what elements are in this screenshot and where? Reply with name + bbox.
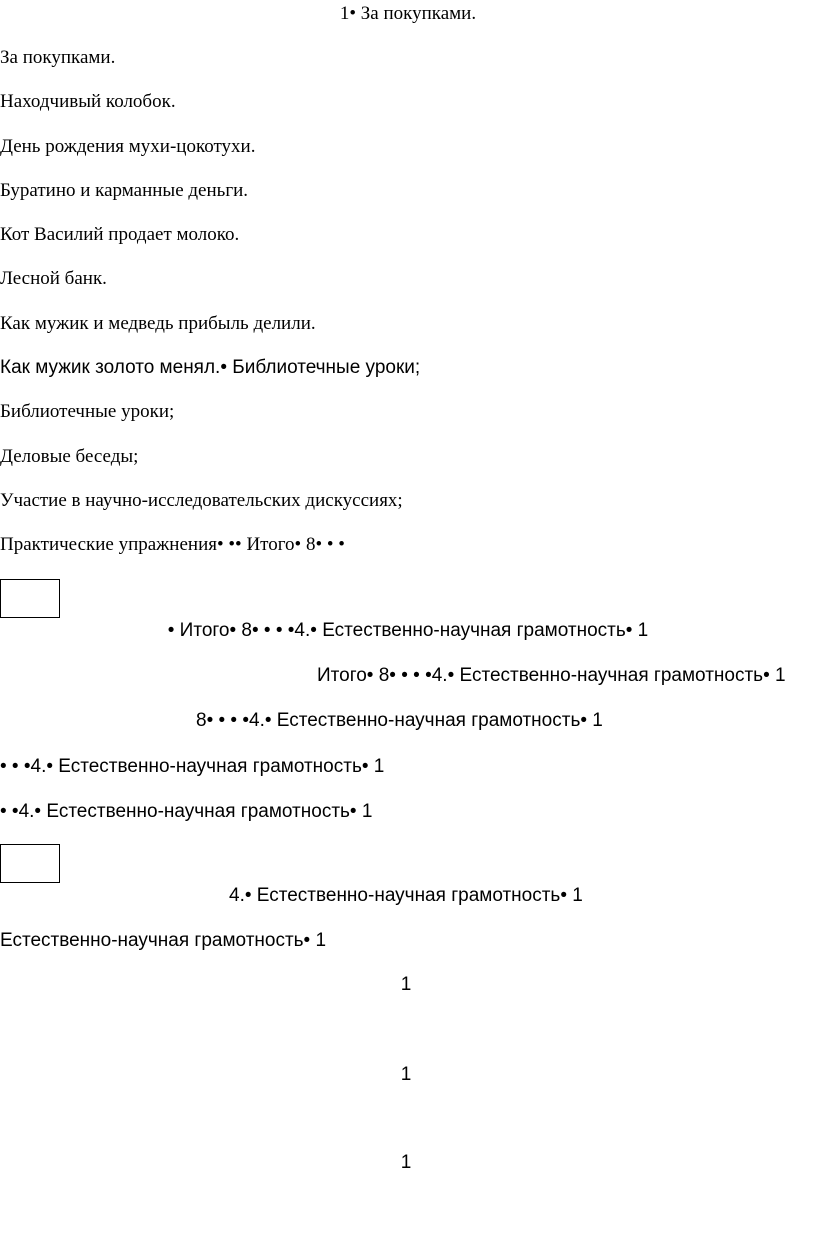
fragment-line: 8• • • •4.• Естественно-научная грамотность• 1 [196,710,603,731]
topic-item: Находчивый колобок. [0,91,176,112]
fragment-line: 4.• Естественно-научная грамотность• 1 [229,885,583,906]
page-title: 1• За покупками. [339,3,477,24]
topic-item: Буратино и карманные деньги. [0,180,249,201]
topic-item: Лесной банк. [0,268,107,289]
fragment-line: • •4.• Естественно-научная грамотность• 1 [0,801,373,822]
fragment-line: Итого• 8• • • •4.• Естественно-научная грамотность• 1 [317,665,786,686]
empty-table-cell [0,579,60,618]
topic-item: День рождения мухи-цокотухи. [0,136,256,157]
fragment-line: • • •4.• Естественно-научная грамотность• 1 [0,756,385,777]
activity-item: Деловые беседы; [0,446,139,467]
topic-item: За покупками. [0,47,116,68]
topic-item: Кот Василий продает молоко. [0,224,240,245]
page-number: 1 [400,1152,412,1173]
activity-item: Практические упражнения• •• Итого• 8• • • [0,534,345,555]
fragment-line: Естественно-научная грамотность• 1 [0,930,327,951]
topic-item: Как мужик золото менял.• Библиотечные уроки; [0,357,421,378]
fragment-line: • Итого• 8• • • •4.• Естественно-научная грамотность• 1 [167,620,649,641]
page-number: 1 [400,974,412,995]
activity-item: Участие в научно-исследовательских дискуссиях; [0,490,403,511]
page-number: 1 [400,1064,412,1085]
topic-item: Как мужик и медведь прибыль делили. [0,313,316,334]
activity-item: Библиотечные уроки; [0,401,175,422]
empty-table-cell [0,844,60,883]
